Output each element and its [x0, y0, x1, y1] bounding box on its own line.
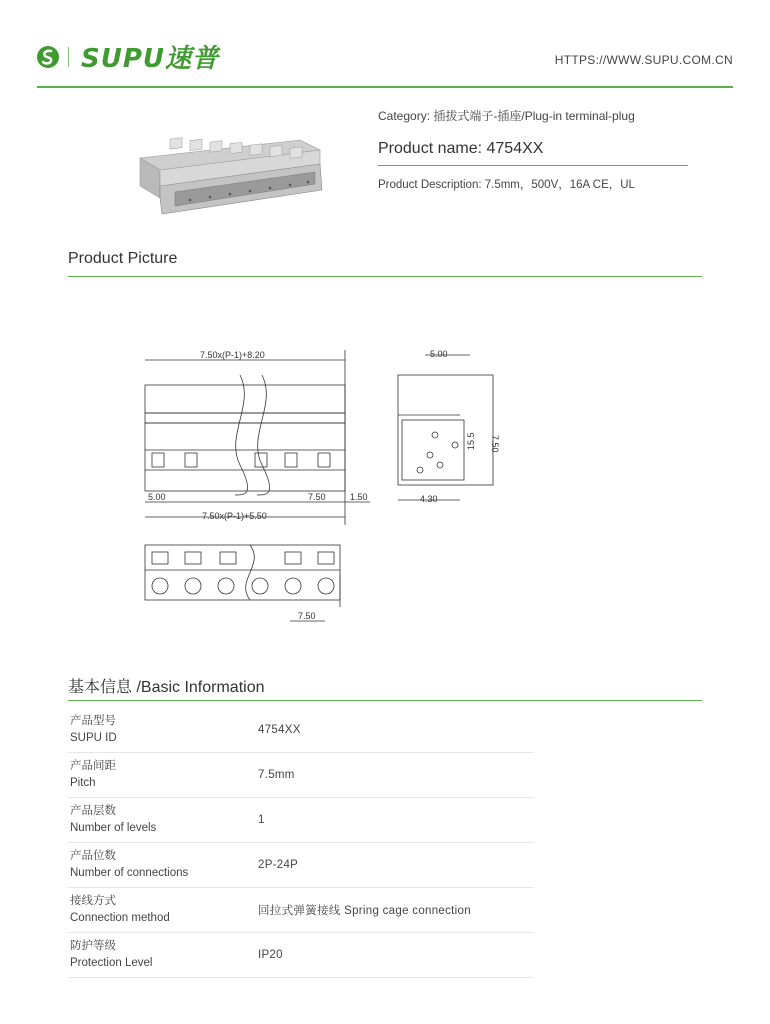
product-name: Product name: 4754XX [378, 140, 544, 157]
info-row [68, 708, 534, 753]
info-row [68, 933, 534, 978]
dim-side-h2: 7.50 [490, 435, 500, 453]
dim-side-h: 15.5 [466, 432, 476, 450]
info-label [68, 848, 258, 882]
info-label-cn: 接线方式 [70, 895, 116, 907]
dim-lower: 7.50 [298, 611, 316, 621]
info-label-en: SUPU ID [70, 732, 117, 744]
info-label-en: Protection Level [70, 957, 153, 969]
info-label-cn: 防护等级 [70, 940, 116, 952]
info-label [68, 713, 258, 747]
info-label-en: Number of levels [70, 822, 157, 834]
logo-divider [68, 47, 69, 67]
brand-name: SUPU速普 [81, 44, 220, 74]
product-category: Category: 插拔式端子-插座/Plug-in terminal-plug [378, 109, 635, 123]
info-label-en: Number of connections [70, 867, 189, 879]
product-description: Product Description: 7.5mm，500V，16A CE，UL [378, 179, 635, 191]
info-label-cn: 产品层数 [70, 805, 116, 817]
info-value: 回拉式弹簧接线 Spring cage connection [258, 905, 471, 917]
info-value: 4754XX [258, 724, 301, 736]
product-picture-divider [68, 276, 702, 277]
dim-side-top: 5.00 [430, 349, 448, 359]
product-photo [130, 118, 328, 218]
dim-left: 5.00 [148, 492, 166, 502]
info-label-cn: 产品型号 [70, 715, 116, 727]
dim-pitch: 7.50 [308, 492, 326, 502]
info-label [68, 758, 258, 792]
info-value: 7.5mm [258, 769, 295, 781]
technical-drawing [140, 345, 510, 630]
basic-info-table [68, 708, 534, 978]
info-value: IP20 [258, 949, 283, 961]
website-url[interactable]: HTTPS://WWW.SUPU.COM.CN [554, 53, 733, 67]
info-label [68, 938, 258, 972]
supu-logo[interactable] [37, 38, 219, 75]
info-label [68, 803, 258, 837]
basic-info-title: 基本信息 /Basic Information [68, 679, 265, 696]
dim-right: 1.50 [350, 492, 368, 502]
info-value: 1 [258, 814, 265, 826]
product-name-divider [378, 165, 688, 166]
info-row [68, 798, 534, 843]
info-label-en: Pitch [70, 777, 96, 789]
info-label-cn: 产品位数 [70, 850, 116, 862]
supu-logo-icon [37, 46, 59, 68]
product-picture-title: Product Picture [68, 250, 178, 267]
header-divider [37, 86, 733, 88]
dim-side-bottom: 4.30 [420, 494, 438, 504]
info-label-en: Connection method [70, 912, 170, 924]
info-label [68, 893, 258, 927]
info-row [68, 888, 534, 933]
dim-top: 7.50x(P-1)+8.20 [200, 350, 265, 360]
basic-info-divider [68, 700, 702, 701]
info-value: 2P-24P [258, 859, 299, 871]
dim-bottom: 7.50x(P-1)+5.50 [202, 511, 267, 521]
info-label-cn: 产品间距 [70, 760, 116, 772]
info-row [68, 753, 534, 798]
info-row [68, 843, 534, 888]
